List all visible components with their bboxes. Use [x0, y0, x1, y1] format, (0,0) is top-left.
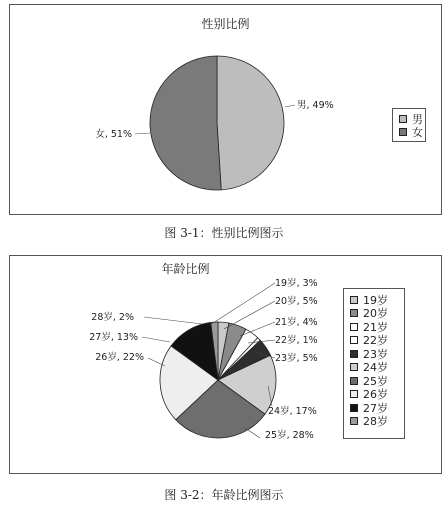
leader-line-1 — [135, 133, 150, 134]
leader-line-0 — [285, 105, 295, 107]
data-label-4: 23岁, 5% — [275, 353, 318, 364]
legend-swatch — [350, 309, 358, 317]
leader-line-8 — [142, 337, 170, 342]
legend-label: 27岁 — [363, 401, 388, 415]
data-label-2: 21岁, 4% — [275, 317, 318, 328]
legend-swatch — [350, 323, 358, 331]
data-label-0: 19岁, 3% — [275, 278, 318, 289]
legend-swatch — [350, 404, 358, 412]
legend-label: 19岁 — [363, 293, 388, 307]
gender-chart-caption: 图 3-1：性别比例图示 — [164, 226, 284, 240]
legend-swatch — [350, 377, 358, 385]
legend-swatch — [350, 417, 358, 425]
age-chart-caption: 图 3-2：年龄比例图示 — [164, 488, 284, 502]
legend-label: 23岁 — [363, 347, 388, 361]
legend-item-1 — [393, 126, 425, 140]
leader-line-6 — [245, 428, 260, 438]
legend-label: 26岁 — [363, 388, 388, 402]
legend-swatch — [350, 363, 358, 371]
age-legend — [343, 288, 405, 439]
data-label-1: 女, 51% — [95, 129, 132, 140]
data-label-1: 20岁, 5% — [275, 296, 318, 307]
legend-label: 21岁 — [363, 320, 388, 334]
legend-label: 女 — [412, 126, 423, 140]
data-label-9: 28岁, 2% — [91, 312, 134, 323]
age-chart-frame — [9, 255, 442, 474]
data-label-5: 24岁, 17% — [268, 406, 317, 417]
gender-chart-title: 性别比例 — [201, 17, 250, 31]
pie-slice-0 — [217, 56, 284, 190]
data-label-8: 27岁, 13% — [89, 332, 138, 343]
gender-chart-frame — [9, 4, 442, 215]
data-label-7: 26岁, 22% — [95, 352, 144, 363]
legend-label: 28岁 — [363, 415, 388, 429]
legend-label: 24岁 — [363, 361, 388, 375]
age-chart-title: 年龄比例 — [161, 262, 210, 276]
legend-swatch — [350, 350, 358, 358]
legend-swatch — [399, 115, 407, 123]
legend-label: 25岁 — [363, 374, 388, 388]
legend-swatch — [399, 128, 407, 136]
data-label-6: 25岁, 28% — [265, 430, 314, 441]
leader-line-9 — [144, 317, 202, 324]
legend-swatch — [350, 296, 358, 304]
legend-swatch — [350, 390, 358, 398]
data-label-3: 22岁, 1% — [275, 335, 318, 346]
legend-item-9 — [344, 415, 404, 429]
legend-swatch — [350, 336, 358, 344]
gender-legend — [392, 108, 426, 142]
gender-pie-chart — [10, 5, 441, 214]
legend-label: 男 — [412, 112, 423, 126]
legend-label: 20岁 — [363, 307, 388, 321]
pie-slice-1 — [150, 56, 221, 190]
data-label-0: 男, 49% — [297, 100, 334, 111]
legend-label: 22岁 — [363, 334, 388, 348]
